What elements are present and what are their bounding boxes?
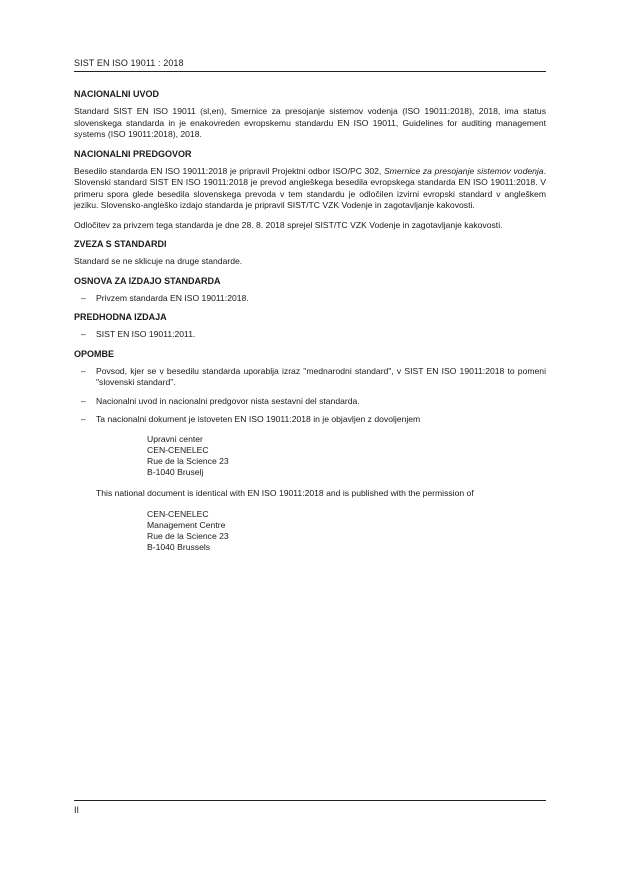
address-line: CEN-CENELEC: [147, 509, 209, 519]
section-title: PREDHODNA IZDAJA: [74, 312, 167, 322]
list-item: – Povsod, kjer se v besedilu standarda uporablja izraz "mednarodni standard", v SIST EN ISO 19011:2018 to pomeni "slovenski standard".: [74, 366, 546, 389]
list-item: – Nacionalni uvod in nacionalni predgovor nista sestavni del standarda.: [74, 396, 546, 408]
section-osnova-za-izdajo: [74, 276, 546, 305]
page-number: II: [74, 805, 80, 815]
address-line: CEN-CENELEC: [147, 444, 209, 455]
document-body: [74, 89, 546, 563]
text-run: Besedilo standarda EN ISO 19011:2018 je pripravil Projektni odbor ISO/PC 302,: [74, 165, 384, 176]
address-block-en: [147, 509, 546, 553]
section-opombe: [74, 349, 546, 554]
section-title: OPOMBE: [74, 348, 115, 359]
header-rule: [74, 71, 546, 72]
section-title: NACIONALNI PREDGOVOR: [74, 148, 192, 159]
section-title: ZVEZA S STANDARDI: [74, 239, 167, 249]
dash-list: [74, 366, 546, 426]
italic-title: Smernice za presojanje sistemov vodenja: [383, 165, 544, 176]
permission-text-en: This national document is identical with EN ISO 19011:2018 and is published with the permission of: [96, 487, 474, 498]
page-header-doc-id: SIST EN ISO 19011 : 2018: [74, 58, 184, 68]
list-item: – Ta nacionalni dokument je istoveten EN ISO 19011:2018 in je objavljen z dovoljenjem: [74, 414, 546, 426]
paragraph: Standard SIST EN ISO 19011 (sl,en), Smernice za presojanje sistemov vodenja (ISO 19011:2018), 2018, ima status slovenskega standarda in je enakovreden evropskemu standardu EN ISO 19011, Guidelines for auditing management systems (ISO 19011:2018), 2018.: [74, 106, 546, 139]
address-line: Rue de la Science 23: [147, 531, 229, 541]
section-title: NACIONALNI UVOD: [74, 89, 159, 99]
section-predhodna-izdaja: [74, 312, 546, 341]
section-nacionalni-uvod: [74, 89, 546, 141]
dash-list: [74, 293, 546, 305]
footer-rule: [74, 800, 546, 801]
address-line: B-1040 Brussels: [147, 542, 211, 552]
text-run: . Slovenski standard SIST EN ISO 19011:2018 je prevod angleškega besedila evropskega standarda EN ISO 19011:2018. V primeru spora glede besedila slovenskega prevoda v tem standardu je odločilen izvirni evropski standard v angleškem jeziku. Slovensko-angleško izdajo standarda je pripravil SIST/TC VZK Vodenje in zagotavljanje kakovosti.: [74, 165, 546, 210]
paragraph: [74, 166, 546, 212]
address-block-sl: [147, 434, 546, 478]
address-line: B-1040 Bruselj: [147, 466, 204, 477]
address-line: Upravni center: [147, 433, 203, 444]
address-line: Management Centre: [147, 520, 226, 530]
dash-list: [74, 329, 546, 341]
paragraph: Odločitev za privzem tega standarda je dne 28. 8. 2018 sprejel SIST/TC VZK Vodenje in zagotavljanje kakovosti.: [74, 219, 503, 230]
list-item: – SIST EN ISO 19011:2011.: [74, 329, 546, 341]
document-page: [74, 0, 546, 877]
section-nacionalni-predgovor: [74, 149, 546, 232]
section-title: OSNOVA ZA IZDAJO STANDARDA: [74, 275, 221, 286]
list-item: – Privzem standarda EN ISO 19011:2018.: [74, 293, 546, 305]
address-line: Rue de la Science 23: [147, 455, 229, 466]
section-zveza-s-standardi: [74, 239, 546, 268]
paragraph: Standard se ne sklicuje na druge standarde.: [74, 256, 243, 266]
